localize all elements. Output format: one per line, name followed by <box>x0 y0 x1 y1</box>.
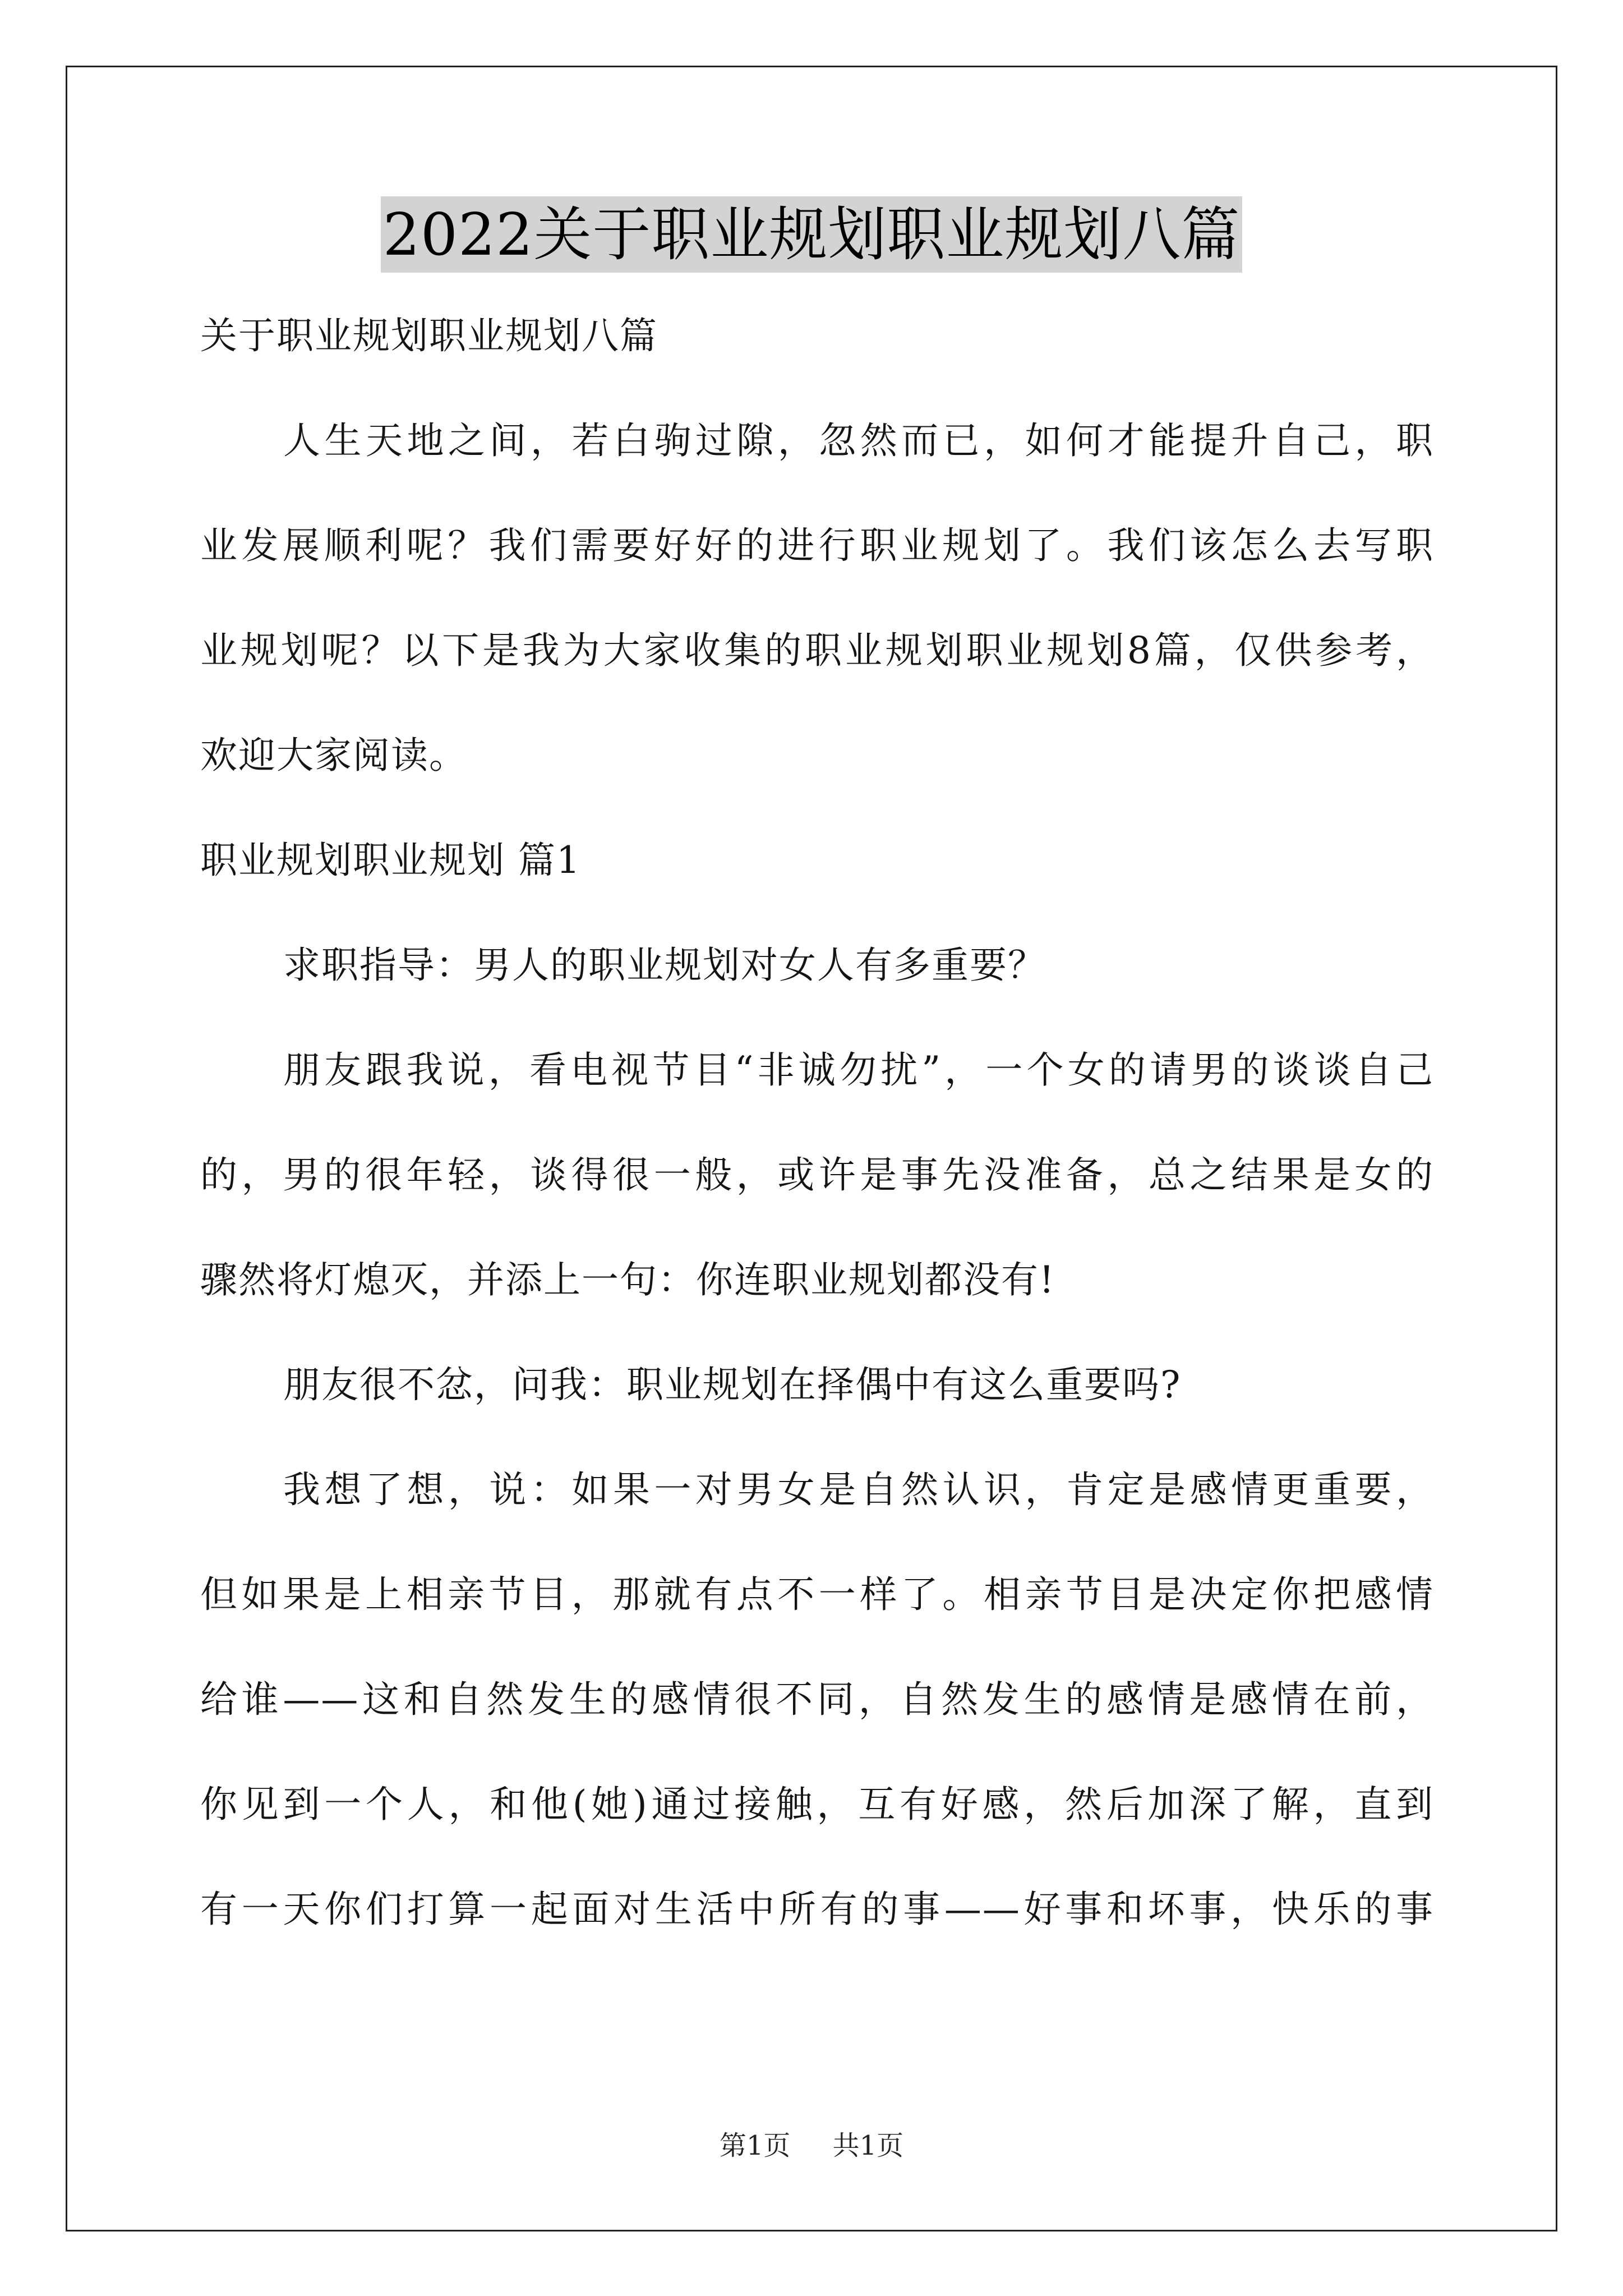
body-line: 朋友跟我说，看电视节目“非诚勿扰”，一个女的请男的谈谈自己 <box>283 1048 1434 1092</box>
page-footer <box>0 2129 1623 2162</box>
body-line: 骤然将灯熄灭，并添上一句：你连职业规划都没有! <box>200 1258 1055 1301</box>
document-body <box>200 314 1434 1993</box>
body-line: 的，男的很年轻，谈得很一般，或许是事先没准备，总之结果是女的 <box>200 1153 1434 1197</box>
body-line: 求职指导：男人的职业规划对女人有多重要？ <box>283 944 1046 987</box>
body-lines <box>200 419 1434 1931</box>
page-total: 共1页 <box>832 2130 904 2161</box>
body-line: 我想了想，说：如果一对男女是自然认识，肯定是感情更重要， <box>283 1468 1434 1511</box>
body-line: 职业规划职业规划 篇1 <box>200 839 581 882</box>
body-line: 给谁——这和自然发生的感情很不同，自然发生的感情是感情在前， <box>200 1678 1434 1721</box>
body-line: 朋友很不忿，问我：职业规划在择偶中有这么重要吗? <box>283 1363 1182 1406</box>
document-subtitle: 关于职业规划职业规划八篇 <box>200 314 658 357</box>
page-number: 第1页 <box>719 2130 791 2161</box>
body-line: 你见到一个人，和他(她)通过接触，互有好感，然后加深了解，直到 <box>200 1783 1434 1826</box>
body-line: 业规划呢？以下是我为大家收集的职业规划职业规划8篇，仅供参考， <box>200 629 1434 672</box>
body-line: 但如果是上相亲节目，那就有点不一样了。相亲节目是决定你把感情 <box>200 1573 1434 1616</box>
body-line: 欢迎大家阅读。 <box>200 734 467 777</box>
body-line: 业发展顺利呢？我们需要好好的进行职业规划了。我们该怎么去写职 <box>200 524 1434 567</box>
body-line: 有一天你们打算一起面对生活中所有的事——好事和坏事，快乐的事 <box>200 1888 1434 1931</box>
title-block <box>0 196 1623 273</box>
document-title: 2022关于职业规划职业规划八篇 <box>381 196 1243 273</box>
body-line: 人生天地之间，若白驹过隙，忽然而已，如何才能提升自己，职 <box>283 419 1434 462</box>
